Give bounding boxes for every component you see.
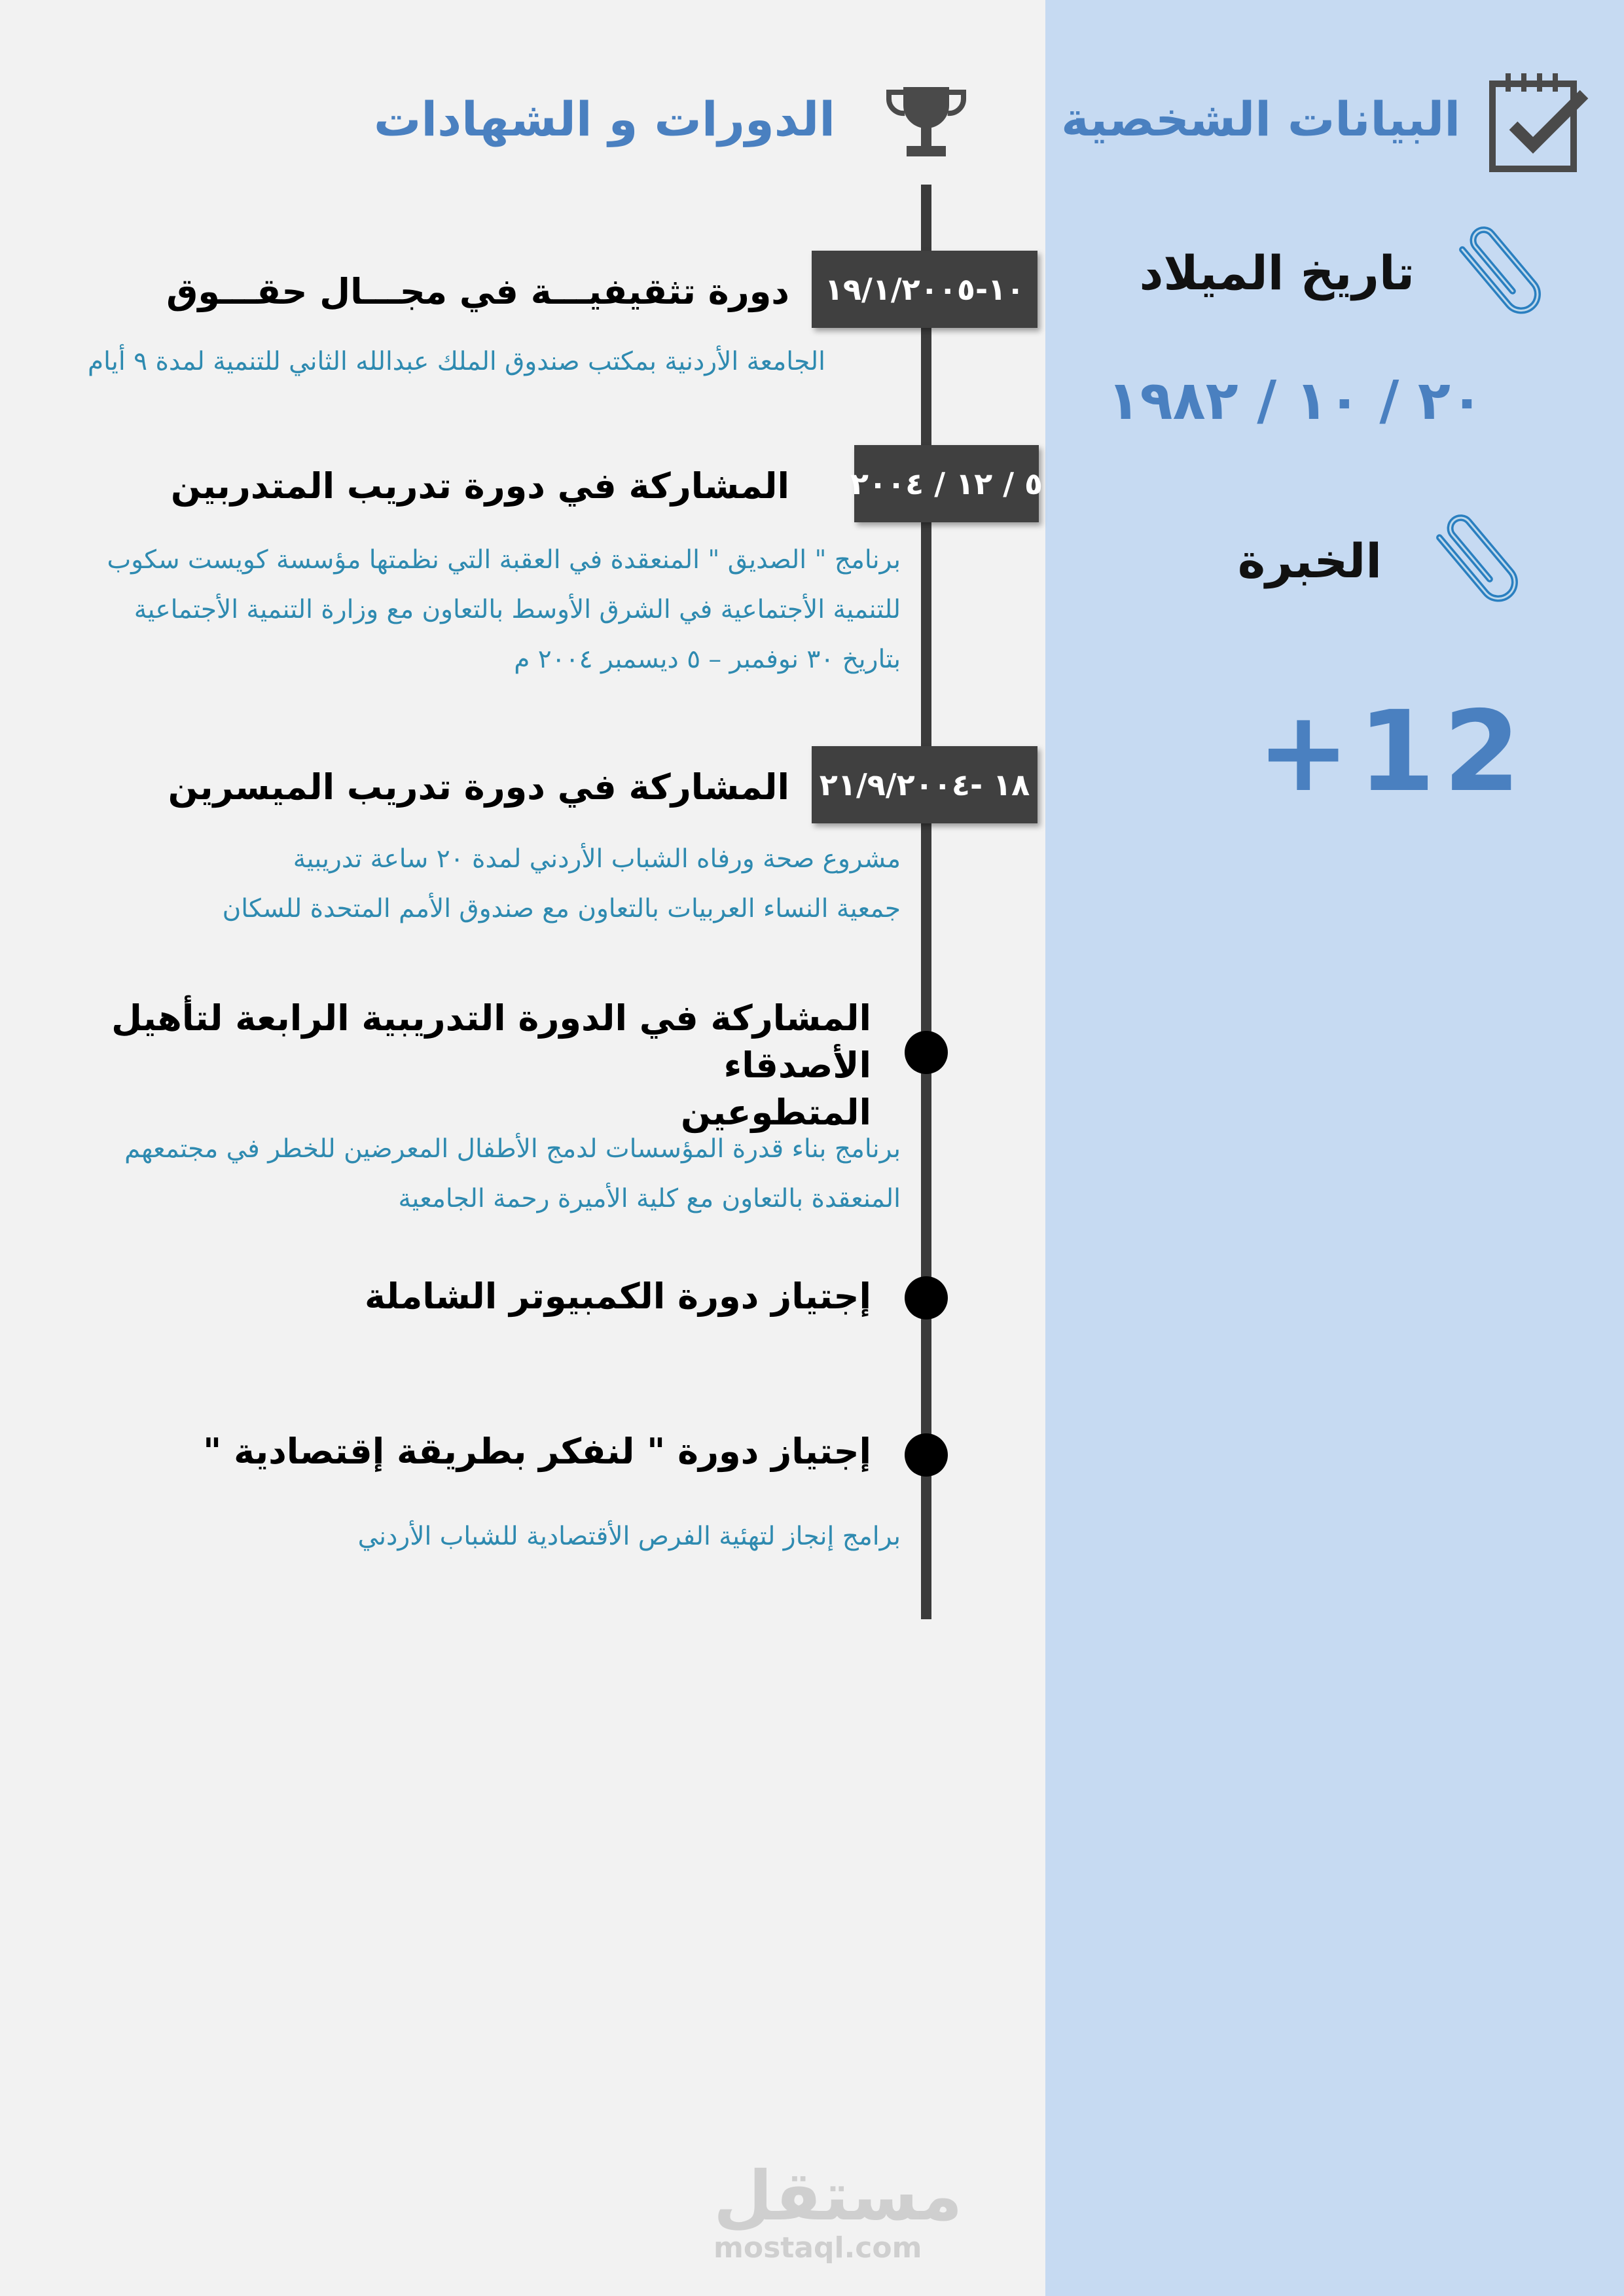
course-description	[0, 834, 901, 934]
sidebar-title: البيانات الشخصية	[1061, 92, 1460, 147]
trophy-icon	[880, 82, 972, 164]
course-description-line: الجامعة الأردنية بمكتب صندوق الملك عبدالله الثاني للتنمية لمدة ٩ أيام	[87, 347, 825, 376]
course-description	[0, 1124, 901, 1224]
course-description	[0, 337, 825, 387]
paperclip-icon	[1447, 216, 1558, 327]
course-description-line: جمعية النساء العربيات بالتعاون مع صندوق الأمم المتحدة للسكان	[222, 894, 901, 924]
course-date-badge: ١٨ -٢١/٩/٢٠٠٤	[812, 746, 1038, 823]
course-date-badge: ٥ / ١٢ / ٢٠٠٤	[854, 445, 1039, 522]
courses-title: الدورات و الشهادات	[374, 92, 835, 147]
course-description-line: برنامج بناء قدرة المؤسسات لدمج الأطفال المعرضين للخطر في مجتمعهم	[124, 1134, 901, 1164]
watermark	[713, 2156, 963, 2265]
course-title: دورة تثقيفيـــة في مجـــال حقـــوق	[166, 271, 789, 312]
course-title: المشاركة في دورة تدريب الميسرين	[168, 766, 789, 808]
course-title-line: المتطوعين	[680, 1092, 871, 1133]
course-title	[20, 995, 871, 1136]
course-description-line: مشروع صحة ورفاه الشباب الأردني لمدة ٢٠ ساعة تدريبية	[293, 844, 901, 874]
watermark-logo: مستقل	[713, 2156, 963, 2236]
timeline-dot	[905, 1276, 948, 1319]
course-title: إجتياز دورة " لنفكر بطريقة إقتصادية "	[203, 1431, 871, 1472]
timeline-dot	[905, 1031, 948, 1074]
timeline-dot	[905, 1433, 948, 1477]
course-title: المشاركة في دورة تدريب المتدربين	[170, 465, 789, 507]
course-title: إجتياز دورة الكمبيوتر الشاملة	[365, 1276, 871, 1317]
course-description-line: المنعقدة بالتعاون مع كلية الأميرة رحمة الجامعية	[398, 1184, 901, 1213]
course-description-line: بتاريخ ٣٠ نوفمبر – ٥ ديسمبر ٢٠٠٤ م	[514, 645, 901, 674]
experience-label: الخبرة	[1237, 533, 1382, 588]
experience-value: +12	[1257, 687, 1529, 817]
watermark-url: mostaql.com	[713, 2231, 922, 2265]
course-description-line: للتنمية الأجتماعية في الشرق الأوسط بالتعاون مع وزارة التنمية الأجتماعية	[134, 595, 901, 624]
calendar-check-icon	[1486, 65, 1591, 177]
course-description	[0, 535, 901, 685]
sidebar-panel	[1045, 0, 1624, 2296]
course-description-line: برنامج " الصديق " المنعقدة في العقبة التي نظمتها مؤسسة كويست سكوب	[107, 545, 901, 575]
paperclip-icon	[1424, 504, 1535, 615]
course-description-line: برامج إنجاز لتهئية الفرص الأقتصادية للشباب الأردني	[357, 1522, 901, 1551]
birth-value: ٢٠ / ١٠ / ١٩٨٢	[1107, 370, 1483, 432]
course-date-badge: ١٠-١٩/١/٢٠٠٥	[812, 251, 1038, 328]
course-description	[50, 1512, 901, 1562]
birth-label: تاريخ الميلاد	[1139, 245, 1415, 300]
course-title-line: المشاركة في الدورة التدريبية الرابعة لتأهيل الأصدقاء	[111, 997, 871, 1086]
timeline-line	[921, 185, 931, 1619]
